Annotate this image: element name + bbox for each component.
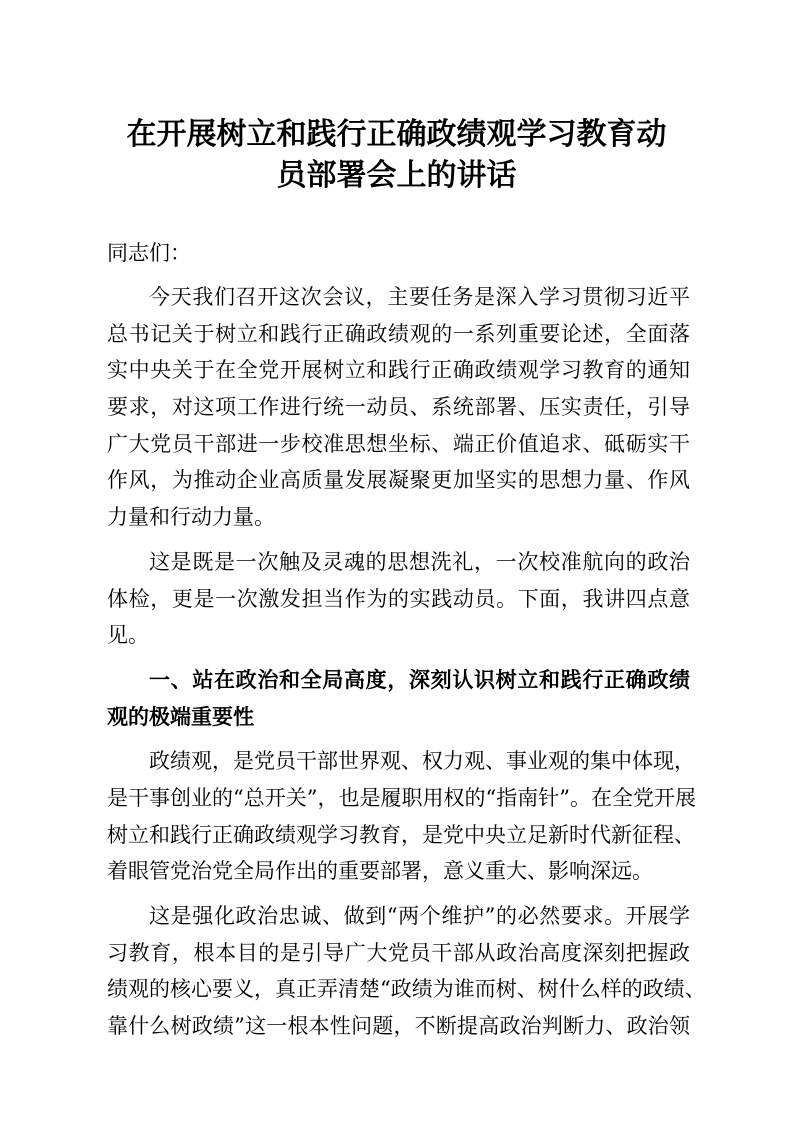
text-line: 靠什么树政绩”这一根本性问题，不断提高政治判断力、政治领 — [107, 1014, 690, 1039]
document-body — [107, 235, 706, 1045]
paragraph — [107, 743, 696, 890]
text-line: 是干事创业的“总开关”，也是履职用权的“指南针”。在全党开展 — [107, 785, 696, 810]
paragraph — [107, 279, 690, 536]
text-line: 这是强化政治忠诚、做到“两个维护”的必然要求。开展学 — [149, 904, 690, 928]
text-line: 政绩观，是党员干部世界观、权力观、事业观的集中体现， — [149, 749, 695, 774]
text-line: 体检，更是一次激发担当作为的实践动员。下面，我讲四点意 — [107, 586, 690, 611]
paragraph — [107, 544, 690, 654]
text-line: 见。 — [107, 623, 149, 648]
text-line: 总书记关于树立和践行正确政绩观的一系列重要论述，全面落 — [107, 321, 690, 346]
text-line: 绩观的核心要义，真正弄清楚“政绩为谁而树、树什么样的政绩、 — [107, 977, 706, 1002]
text-line: 今天我们召开这次会议，主要任务是深入学习贯彻习近平 — [149, 285, 690, 309]
paragraphs — [107, 279, 706, 1045]
section-heading — [107, 662, 690, 735]
text-line: 作风，为推动企业高质量发展凝聚更加坚实的思想力量、作风 — [107, 468, 690, 493]
paragraph — [107, 898, 706, 1045]
salutation: 同志们： — [107, 241, 191, 265]
text-line: 一、站在政治和全局高度，深刻认识树立和践行正确政绩 — [149, 667, 690, 692]
text-line: 力量和行动力量。 — [107, 505, 275, 530]
document-title — [100, 114, 693, 196]
text-line: 习教育，根本目的是引导广大党员干部从政治高度深刻把握政 — [107, 940, 690, 965]
text-line: 着眼管党治党全局作出的重要部署，意义重大、影响深远。 — [107, 859, 653, 884]
text-line: 广大党员干部进一步校准思想坐标、端正价值追求、砥砺实干 — [107, 431, 690, 456]
text-line: 树立和践行正确政绩观学习教育，是党中央立足新时代新征程、 — [107, 822, 695, 847]
text-line: 实中央关于在全党开展树立和践行正确政绩观学习教育的通知 — [107, 358, 690, 383]
text-line: 这是既是一次触及灵魂的思想洗礼，一次校准航向的政治 — [149, 549, 690, 574]
title-line: 员部署会上的讲话 — [276, 158, 517, 193]
text-line: 观的极端重要性 — [107, 704, 254, 729]
text-line: 要求，对这项工作进行统一动员、系统部署、压实责任，引导 — [107, 395, 690, 420]
title-line: 在开展树立和践行正确政绩观学习教育动 — [126, 117, 667, 152]
